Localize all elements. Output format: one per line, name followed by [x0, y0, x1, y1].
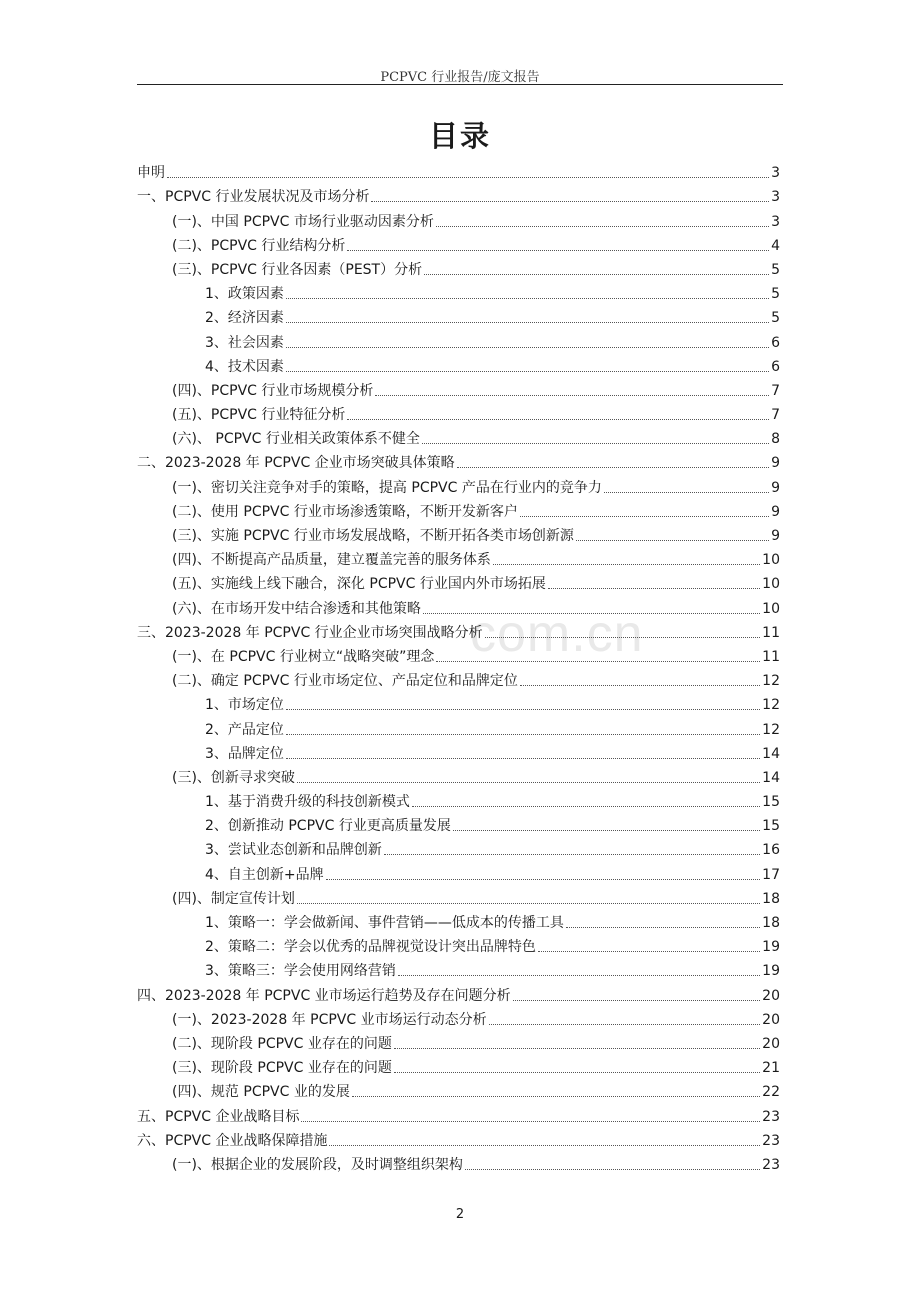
- toc-entry-label: (五)、实施线上线下融合，深化 PCPVC 行业国内外市场拓展: [172, 576, 546, 593]
- toc-leader-dots: [520, 685, 760, 686]
- toc-leader-dots: [394, 1048, 760, 1049]
- toc-entry-page: 17: [762, 866, 780, 883]
- toc-entry[interactable]: [137, 787, 780, 811]
- toc-entry-label: 1、政策因素: [205, 286, 284, 303]
- toc-entry-page: 20: [762, 987, 780, 1004]
- toc-entry-page: 23: [762, 1156, 780, 1173]
- toc-entry[interactable]: [137, 714, 780, 738]
- toc-entry-page: 12: [762, 673, 780, 690]
- toc-leader-dots: [286, 371, 769, 372]
- toc-entry-label: (二)、使用 PCPVC 行业市场渗透策略，不断开发新客户: [172, 503, 518, 520]
- toc-entry-page: 3: [771, 213, 780, 230]
- toc-leader-dots: [375, 395, 769, 396]
- toc-leader-dots: [326, 879, 761, 880]
- toc-entry[interactable]: [137, 811, 780, 835]
- toc-entry-page: 14: [762, 745, 780, 762]
- toc-entry-page: 6: [771, 334, 780, 351]
- toc-entry-label: (三)、现阶段 PCPVC 业存在的问题: [172, 1060, 392, 1077]
- page-title: 目录: [428, 119, 491, 153]
- toc-leader-dots: [485, 637, 760, 638]
- toc-entry-page: 10: [762, 576, 780, 593]
- toc-entry-page: 19: [762, 939, 780, 956]
- toc-entry-page: 18: [762, 890, 780, 907]
- toc-entry-label: (一)、2023-2028 年 PCPVC 业市场运行动态分析: [172, 1011, 487, 1028]
- toc-entry-label: 4、自主创新+品牌: [205, 866, 324, 883]
- toc-leader-dots: [453, 830, 760, 831]
- toc-entry[interactable]: [137, 472, 780, 496]
- toc-entry[interactable]: [137, 1126, 780, 1150]
- toc-entry[interactable]: [137, 303, 780, 327]
- toc-entry[interactable]: [137, 666, 780, 690]
- toc-entry-page: 18: [762, 915, 780, 931]
- toc-leader-dots: [436, 661, 760, 662]
- toc-entry[interactable]: [137, 279, 780, 303]
- toc-leader-dots: [493, 564, 760, 565]
- toc-entry-page: 14: [762, 769, 780, 786]
- toc-entry-page: 3: [771, 165, 780, 182]
- toc-leader-dots: [538, 951, 760, 952]
- toc-entry-label: 2、创新推动 PCPVC 行业更高质量发展: [205, 818, 451, 835]
- toc-entry[interactable]: [137, 1029, 780, 1053]
- toc-leader-dots: [465, 1169, 760, 1170]
- toc-leader-dots: [384, 854, 760, 855]
- toc-entry-label: (三)、PCPVC 行业各因素（PEST）分析: [172, 261, 423, 278]
- toc-entry-page: 20: [762, 1035, 780, 1052]
- toc-entry-page: 9: [771, 528, 780, 544]
- toc-entry-label: 4、技术因素: [205, 358, 284, 375]
- table-of-contents: [137, 158, 780, 1174]
- toc-entry-page: 7: [771, 382, 780, 399]
- toc-entry[interactable]: [137, 400, 780, 424]
- toc-entry-label: (二)、确定 PCPVC 行业市场定位、产品定位和品牌定位: [172, 673, 518, 690]
- toc-entry[interactable]: [137, 956, 780, 980]
- toc-entry[interactable]: [137, 1005, 780, 1029]
- toc-entry-page: 5: [771, 286, 780, 303]
- toc-entry[interactable]: [137, 231, 780, 255]
- toc-entry[interactable]: [137, 521, 780, 545]
- toc-entry-page: 5: [771, 310, 780, 327]
- running-header: PCPVC 行业报告/庞文报告: [380, 70, 540, 85]
- page-number: 2: [455, 1207, 465, 1222]
- toc-entry-label: 四、2023-2028 年 PCPVC 业市场运行趋势及存在问题分析: [137, 987, 511, 1004]
- toc-entry-label: (四)、不断提高产品质量，建立覆盖完善的服务体系: [172, 552, 491, 569]
- toc-entry-label: (六)、在市场开发中结合渗透和其他策略: [172, 600, 421, 617]
- toc-leader-dots: [301, 1121, 760, 1122]
- toc-entry-label: (一)、根据企业的发展阶段，及时调整组织架构: [172, 1156, 463, 1173]
- toc-entry-page: 6: [771, 358, 780, 375]
- toc-entry-label: (一)、中国 PCPVC 市场行业驱动因素分析: [172, 213, 434, 230]
- toc-entry-label: (六)、 PCPVC 行业相关政策体系不健全: [172, 431, 420, 448]
- toc-entry-page: 11: [762, 648, 780, 665]
- toc-entry-label: 二、2023-2028 年 PCPVC 企业市场突破具体策略: [137, 455, 455, 472]
- toc-entry[interactable]: [137, 1053, 780, 1077]
- toc-entry-label: 六、PCPVC 企业战略保障措施: [137, 1132, 328, 1149]
- toc-entry-label: 2、经济因素: [205, 310, 284, 327]
- toc-entry-page: 10: [762, 552, 780, 569]
- toc-entry[interactable]: [137, 569, 780, 593]
- toc-entry-page: 9: [771, 503, 780, 520]
- toc-entry-page: 3: [771, 189, 780, 206]
- toc-leader-dots: [286, 298, 769, 299]
- toc-entry[interactable]: [137, 859, 780, 883]
- toc-entry[interactable]: [137, 376, 780, 400]
- toc-entry-page: 20: [762, 1011, 780, 1028]
- toc-entry[interactable]: [137, 206, 780, 230]
- toc-leader-dots: [286, 322, 769, 323]
- toc-entry-label: 3、尝试业态创新和品牌创新: [205, 842, 382, 859]
- toc-entry-page: 4: [771, 237, 780, 254]
- watermark: com.cn: [470, 605, 644, 663]
- toc-entry-page: 9: [771, 455, 780, 472]
- toc-leader-dots: [297, 782, 760, 783]
- toc-entry-label: 2、产品定位: [205, 721, 284, 738]
- toc-leader-dots: [423, 613, 760, 614]
- toc-leader-dots: [352, 1096, 760, 1097]
- toc-entry-label: 3、社会因素: [205, 334, 284, 351]
- toc-entry-page: 7: [771, 407, 780, 424]
- toc-entry-label: (五)、PCPVC 行业特征分析: [172, 407, 346, 424]
- toc-entry-label: 1、基于消费升级的科技创新模式: [205, 794, 410, 811]
- toc-leader-dots: [167, 177, 769, 178]
- toc-leader-dots: [548, 588, 760, 589]
- header-rule: [137, 84, 783, 85]
- toc-entry[interactable]: [137, 593, 780, 617]
- toc-entry[interactable]: [137, 884, 780, 908]
- toc-entry[interactable]: [137, 327, 780, 351]
- toc-entry[interactable]: [137, 1077, 780, 1101]
- toc-entry[interactable]: [137, 739, 780, 763]
- toc-entry-label: (一)、密切关注竞争对手的策略，提高 PCPVC 产品在行业内的竞争力: [172, 479, 602, 496]
- toc-entry-label: 三、2023-2028 年 PCPVC 行业企业市场突围战略分析: [137, 624, 483, 641]
- toc-entry-page: 15: [762, 794, 780, 811]
- toc-entry-label: 申明: [137, 165, 165, 182]
- toc-entry-page: 19: [762, 963, 780, 980]
- toc-entry-label: (三)、创新寻求突破: [172, 769, 295, 786]
- toc-entry-page: 15: [762, 818, 780, 835]
- toc-entry-page: 21: [762, 1060, 780, 1077]
- toc-leader-dots: [329, 1145, 760, 1146]
- toc-entry-label: 一、PCPVC 行业发展状况及市场分析: [137, 189, 370, 206]
- toc-leader-dots: [394, 1072, 760, 1073]
- toc-leader-dots: [286, 758, 760, 759]
- toc-entry[interactable]: [137, 763, 780, 787]
- toc-leader-dots: [371, 201, 769, 202]
- toc-leader-dots: [347, 419, 769, 420]
- toc-entry-label: (四)、PCPVC 行业市场规模分析: [172, 382, 374, 399]
- toc-entry[interactable]: [137, 980, 780, 1004]
- toc-leader-dots: [297, 903, 760, 904]
- toc-entry-page: 11: [762, 624, 780, 641]
- toc-leader-dots: [286, 734, 760, 735]
- toc-entry-label: (二)、PCPVC 行业结构分析: [172, 237, 346, 254]
- toc-entry[interactable]: [137, 497, 780, 521]
- toc-leader-dots: [576, 540, 769, 541]
- toc-entry-label: 2、策略二：学会以优秀的品牌视觉设计突出品牌特色: [205, 939, 536, 956]
- toc-entry-page: 23: [762, 1108, 780, 1125]
- toc-entry-label: (三)、实施 PCPVC 行业市场发展战略，不断开拓各类市场创新源: [172, 528, 574, 544]
- toc-entry[interactable]: [137, 424, 780, 448]
- toc-entry-label: 1、市场定位: [205, 697, 284, 714]
- toc-entry-page: 8: [771, 431, 780, 448]
- toc-leader-dots: [489, 1024, 761, 1025]
- toc-entry[interactable]: [137, 352, 780, 376]
- toc-entry[interactable]: [137, 1150, 780, 1174]
- toc-leader-dots: [457, 467, 769, 468]
- toc-entry-label: (四)、制定宣传计划: [172, 890, 295, 907]
- toc-entry-label: 3、品牌定位: [205, 745, 284, 762]
- toc-leader-dots: [412, 806, 760, 807]
- toc-entry-label: (一)、在 PCPVC 行业树立“战略突破”理念: [172, 648, 435, 665]
- toc-entry[interactable]: [137, 908, 780, 932]
- toc-entry-label: (二)、现阶段 PCPVC 业存在的问题: [172, 1035, 392, 1052]
- toc-entry[interactable]: [137, 158, 780, 182]
- toc-entry[interactable]: [137, 545, 780, 569]
- toc-entry[interactable]: [137, 932, 780, 956]
- toc-entry[interactable]: [137, 642, 780, 666]
- toc-leader-dots: [422, 443, 769, 444]
- toc-entry-page: 5: [771, 261, 780, 278]
- toc-leader-dots: [604, 492, 769, 493]
- toc-leader-dots: [424, 274, 769, 275]
- toc-entry-page: 12: [762, 721, 780, 738]
- toc-leader-dots: [286, 709, 760, 710]
- toc-leader-dots: [520, 516, 769, 517]
- toc-leader-dots: [436, 226, 769, 227]
- toc-leader-dots: [286, 347, 769, 348]
- toc-entry-label: 1、策略一：学会做新闻、事件营销——低成本的传播工具: [205, 915, 564, 931]
- toc-entry-page: 9: [771, 479, 780, 496]
- toc-entry[interactable]: [137, 182, 780, 206]
- toc-entry-label: (四)、规范 PCPVC 业的发展: [172, 1084, 350, 1101]
- toc-entry[interactable]: [137, 448, 780, 472]
- toc-entry[interactable]: [137, 255, 780, 279]
- toc-entry-page: 12: [762, 697, 780, 714]
- toc-entry[interactable]: [137, 618, 780, 642]
- toc-leader-dots: [398, 975, 760, 976]
- toc-leader-dots: [513, 1000, 761, 1001]
- toc-entry-page: 22: [762, 1084, 780, 1101]
- toc-entry-label: 五、PCPVC 企业战略目标: [137, 1108, 300, 1125]
- toc-entry-page: 10: [762, 600, 780, 617]
- toc-entry-page: 23: [762, 1132, 780, 1149]
- toc-entry[interactable]: [137, 835, 780, 859]
- toc-leader-dots: [347, 250, 769, 251]
- toc-entry[interactable]: [137, 1101, 780, 1125]
- toc-entry[interactable]: [137, 690, 780, 714]
- toc-entry-page: 16: [762, 842, 780, 859]
- toc-entry-label: 3、策略三：学会使用网络营销: [205, 963, 396, 980]
- toc-leader-dots: [566, 927, 760, 928]
